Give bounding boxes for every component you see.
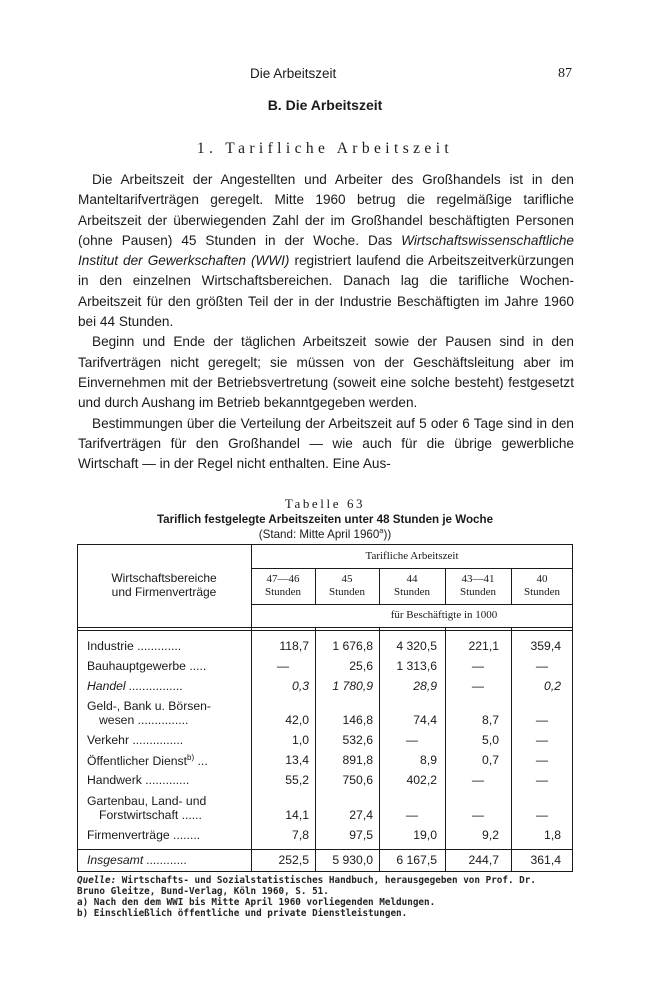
cell-geld-col4: 8,7 (482, 713, 499, 727)
cell-handel-col1: 0,3 (292, 679, 309, 693)
cell-garten-col4: — (471, 808, 485, 822)
cell-industrie-col3: 4 320,5 (396, 639, 437, 653)
total-rule (77, 849, 573, 850)
cell-firmen-col4: 9,2 (482, 828, 499, 842)
cell-firmen-col3: 19,0 (413, 828, 437, 842)
paragraph-1-part-2: registriert laufend die Arbeitszeitverkürzungen in den einzelnen Wirtschaftsbereichen. Danach lag die tarifliche Wochen-Arbeitszeit für den größten Teil der in der Industrie Beschäftigten im Jahre 1960 bei 44 Stunden. (78, 253, 574, 330)
cell-bau-col4: — (471, 659, 485, 673)
cell-firmen-col5: 1,8 (544, 828, 561, 842)
row-label-verkehr: Verkehr ............... (87, 733, 184, 747)
cell-handwerk-col2: 750,6 (342, 773, 373, 787)
cell-bau-col2: 25,6 (349, 659, 373, 673)
cell-handel-col4: — (471, 679, 485, 693)
cell-verkehr-col3: — (405, 733, 419, 747)
cell-verkehr-col5: — (535, 733, 549, 747)
column-header-4 (445, 573, 511, 599)
cell-bau-col3: 1 313,6 (396, 659, 437, 673)
row-label-bauhauptgewerbe: Bauhauptgewerbe ..... (87, 659, 207, 673)
data-table (77, 544, 573, 872)
table-subtitle-close: )) (383, 528, 392, 541)
cell-total-col3: 6 167,5 (396, 853, 437, 867)
cell-bau-col1: — (276, 659, 290, 673)
cell-oeff-col5: — (535, 753, 549, 767)
cell-oeff-col4: 0,7 (482, 753, 499, 767)
footnote-source (77, 875, 577, 886)
institute-name: Wirtschaftswissenschaftliche Institut der Gewerkschaften (WWI) (78, 232, 574, 269)
cell-handwerk-col3: 402,2 (406, 773, 437, 787)
column-header-4-unit: Stunden (459, 586, 497, 598)
table-subtitle-text: (Stand: Mitte April 1960 (258, 528, 380, 541)
cell-total-col4: 244,7 (468, 853, 499, 867)
row-label-firmenvertraege: Firmenverträge ........ (87, 828, 201, 842)
cell-bau-col5: — (535, 659, 549, 673)
footnote-b: b) Einschließlich öffentliche und private Dienstleistungen. (77, 908, 408, 919)
cell-verkehr-col2: 532,6 (342, 733, 373, 747)
cell-oeff-col1: 13,4 (285, 753, 309, 767)
table-top-rule (77, 544, 573, 545)
cell-verkehr-col1: 1,0 (292, 733, 309, 747)
cell-garten-col3: — (405, 808, 419, 822)
cell-industrie-col1: 118,7 (279, 639, 309, 653)
row-label-handel: Handel ................ (87, 679, 184, 693)
cell-handel-col2: 1 780,9 (332, 679, 373, 693)
cell-garten-col1: 14,1 (285, 808, 309, 822)
column-header-2-unit: Stunden (328, 586, 366, 598)
paragraph-1 (78, 170, 574, 332)
row-label-geld-bank: Geld-, Bank u. Börsen- (87, 699, 211, 713)
footnote-source-cont: Bruno Gleitze, Bund-Verlag, Köln 1960, S. 51. (77, 886, 329, 897)
row-label-gartenbau: Gartenbau, Land- und (87, 794, 207, 808)
table-title: Tariflich festgelegte Arbeitszeiten unter 48 Stunden je Woche (156, 513, 494, 526)
table-bottom-rule (77, 871, 573, 872)
group-header-rule (251, 568, 573, 569)
cell-handwerk-col5: — (535, 773, 549, 787)
header-bottom-rule-double (77, 630, 573, 631)
paragraph-2: Beginn und Ende der täglichen Arbeitszeit sowie der Pausen sind in den Tarifverträgen nicht geregelt; sie müssen von der Geschäftsleitung aber im Einvernehmen mit der Betriebsvertretung (soweit eine solche besteht) festgesetzt und durch Aushang im Betrieb bekanntgegeben werden. (78, 334, 574, 411)
column-header-rule (251, 604, 573, 605)
cell-industrie-col2: 1 676,8 (332, 639, 373, 653)
cell-geld-col5: — (535, 713, 549, 727)
stub-header-line-2: und Firmenverträge (111, 585, 217, 599)
cell-total-col1: 252,5 (278, 853, 309, 867)
row-label-industrie: Industrie ............. (87, 639, 182, 653)
running-title: Die Arbeitszeit (250, 66, 337, 81)
cell-oeff-col2: 891,8 (342, 753, 373, 767)
cell-handwerk-col1: 55,2 (285, 773, 309, 787)
row-label-oeffentlicher-dienst-text: Öffentlicher Dienst (87, 754, 188, 769)
cell-industrie-col4: 221,1 (468, 639, 499, 653)
cell-firmen-col1: 7,8 (292, 828, 309, 842)
row-label-oeffentlicher-dienst-sup: b) (187, 753, 195, 762)
row-label-oeffentlicher-dienst (87, 753, 208, 768)
cell-firmen-col2: 97,5 (349, 828, 373, 842)
subsection-heading: 1. Tarifliche Arbeitszeit (196, 140, 454, 157)
cell-handwerk-col4: — (471, 773, 485, 787)
paragraph-3: Bestimmungen über die Verteilung der Arbeitszeit auf 5 oder 6 Tage sind in den Tarifverträgen für den Großhandel — wie auch für die übrige gewerbliche Wirtschaft — in der Regel nicht enthalten. Eine Aus- (78, 415, 574, 472)
column-header-3-range: 44 (406, 573, 418, 585)
table-subtitle (0, 528, 650, 541)
cell-garten-col5: — (535, 808, 549, 822)
cell-industrie-col5: 359,4 (530, 639, 561, 653)
cell-geld-col2: 146,8 (342, 713, 373, 727)
footnote-source-label: Quelle: (77, 875, 117, 886)
unit-header: für Beschäftigte in 1000 (390, 609, 498, 621)
cell-geld-col3: 74,4 (413, 713, 437, 727)
cell-garten-col2: 27,4 (349, 808, 373, 822)
row-label-insgesamt: Insgesamt ............ (87, 853, 188, 867)
column-header-5-range: 40 (536, 573, 548, 585)
column-header-3 (379, 573, 445, 599)
row-label-oeffentlicher-dienst-dots: ... (194, 754, 208, 769)
row-label-gartenbau-cont: Forstwirtschaft ...... (99, 808, 202, 822)
table-caption: Tabelle 63 (284, 496, 366, 511)
group-header: Tarifliche Arbeitszeit (365, 550, 459, 562)
cell-verkehr-col4: 5,0 (482, 733, 499, 747)
column-header-5 (511, 573, 573, 599)
column-header-2 (315, 573, 379, 599)
running-head (0, 66, 650, 86)
cell-geld-col1: 42,0 (285, 713, 309, 727)
column-header-4-range: 43—41 (461, 573, 495, 585)
cell-handel-col3: 28,9 (413, 679, 437, 693)
paragraph-1-part-1: Die Arbeitszeit der Angestellten und Arbeiter des Großhandels ist in den Manteltarifverträgen geregelt. Mitte 1960 betrug die regelmäßige tarifliche Arbeitszeit der überwiegenden Zahl der im Großhandel beschäftigten Personen (ohne Pausen) 45 Stunden in der Woche. Das (78, 172, 574, 248)
cell-oeff-col3: 8,9 (420, 753, 437, 767)
section-heading: B. Die Arbeitszeit (267, 97, 383, 113)
row-label-handwerk: Handwerk ............. (87, 773, 190, 787)
column-header-1 (251, 573, 315, 599)
cell-total-col5: 361,4 (530, 853, 561, 867)
table-subtitle-footnote-mark: a (379, 526, 384, 536)
row-label-geld-bank-cont: wesen ............... (99, 713, 189, 727)
stub-header-line-1: Wirtschaftsbereiche (111, 571, 217, 585)
column-header-1-unit: Stunden (264, 586, 302, 598)
table-footnotes (77, 875, 577, 919)
column-header-2-range: 45 (341, 573, 353, 585)
page-number: 87 (558, 66, 572, 81)
cell-handel-col5: 0,2 (544, 679, 561, 693)
column-header-5-unit: Stunden (523, 586, 561, 598)
column-header-1-range: 47—46 (266, 573, 300, 585)
cell-total-col2: 5 930,0 (332, 853, 373, 867)
column-header-3-unit: Stunden (393, 586, 431, 598)
header-bottom-rule (77, 627, 573, 628)
body-text (78, 170, 574, 474)
footnote-a: a) Nach den dem WWI bis Mitte April 1960 vorliegenden Meldungen. (77, 897, 436, 908)
footnote-source-text: Wirtschafts- und Sozialstatistisches Handbuch, herausgegeben von Prof. Dr. (116, 875, 536, 886)
